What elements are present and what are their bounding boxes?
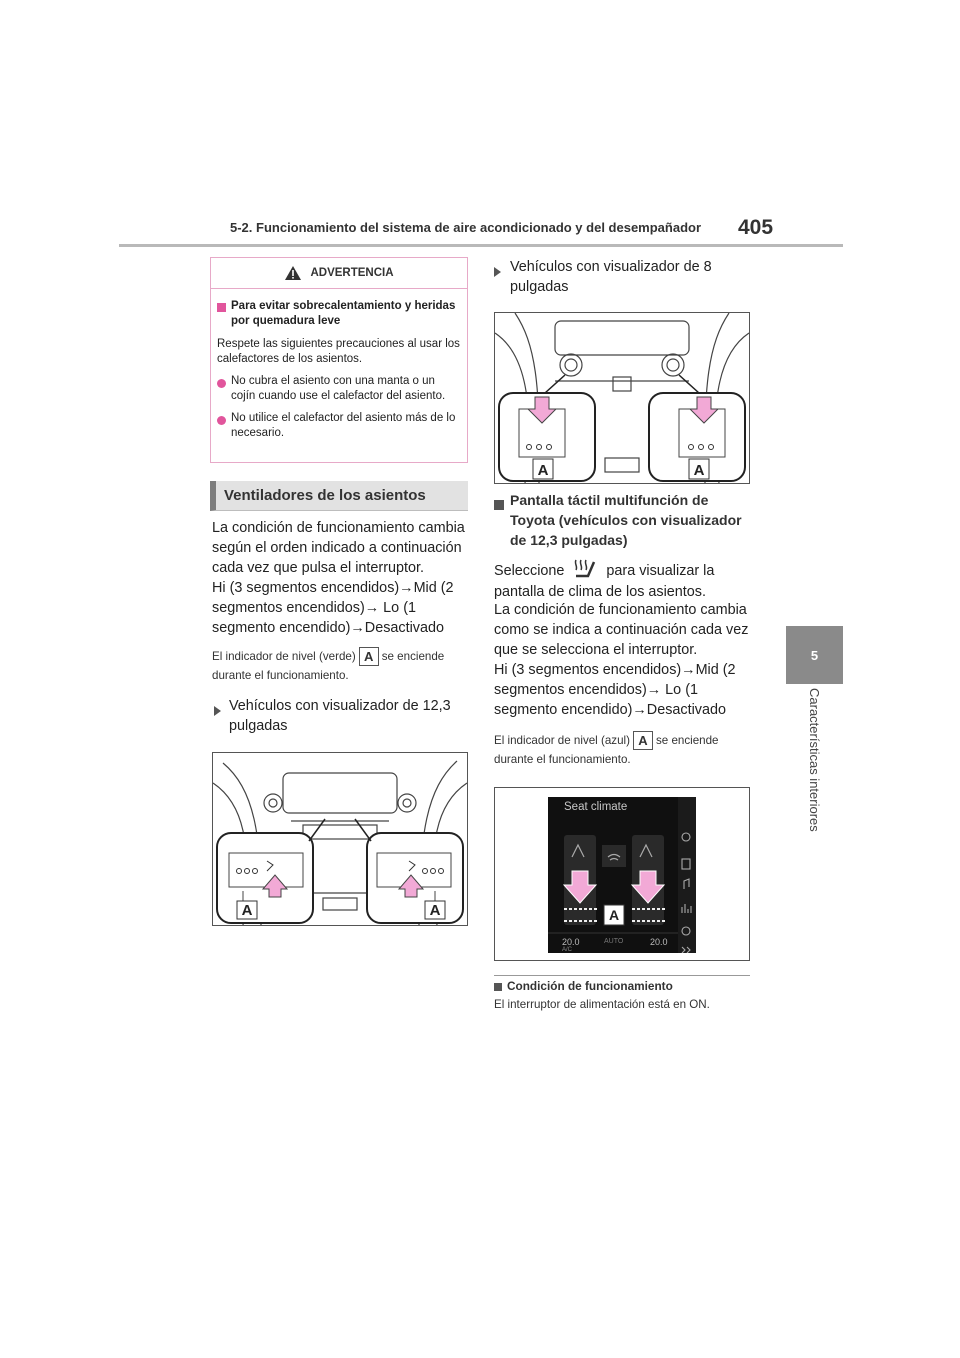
figure-seat-climate-screen (494, 787, 750, 961)
warning-header (211, 258, 467, 289)
warning-triangle-icon (284, 265, 302, 281)
chapter-side-label (806, 688, 824, 848)
warning-item-2: No utilice el calefactor del asiento más de lo necesario. (231, 412, 456, 439)
callout-circle-right (367, 833, 463, 923)
warning-item-1: No cubra el asiento con una manta o un cojín cuando use el calefactor del asiento. (231, 375, 446, 402)
callout-a-box: A (633, 731, 653, 750)
svg-text:A: A (693, 462, 705, 479)
warning-subtitle: Para evitar sobrecalentamiento y heridas por quemadura leve (231, 300, 456, 327)
callout-circle-left-8 (499, 393, 595, 481)
left-vehicle-12-text: Vehículos con visualizador de 12,3 pulgadas (229, 698, 451, 734)
screen-title: Seat climate (564, 801, 628, 813)
right-vehicle-8-text: Vehículos con visualizador de 8 pulgadas (510, 259, 712, 295)
pink-dot-bullet-icon (217, 379, 226, 388)
auto-label: AUTO (604, 938, 624, 945)
page-number: 405 (738, 216, 774, 239)
seat-climate-graphics (548, 797, 696, 953)
right-select-before: Seleccione (494, 563, 565, 579)
chapter-side-label-text: Características interiores (807, 688, 822, 832)
left-para-1: La condición de funcionamiento cambia según el orden indicado a continuación cada vez que pulsa el interruptor. (212, 520, 465, 576)
warning-intro: Respete las siguientes precauciones al usar los calefactores de los asientos. (217, 338, 460, 365)
svg-text:A: A (608, 907, 620, 923)
chapter-tab: 5 (786, 626, 843, 684)
header-rule (119, 244, 843, 247)
temp-left: 20.0 (562, 937, 580, 947)
running-header: 5-2. Funcionamiento del sistema de aire acondicionado y del desempañador (230, 220, 702, 235)
pink-square-bullet-icon (217, 303, 226, 312)
svg-text:A: A (537, 462, 549, 479)
svg-text:A: A (241, 902, 253, 919)
svg-text:A: A (429, 902, 441, 919)
touch-screen-heading-text: Pantalla táctil multifunción de Toyota (vehículos con visualizador de 12,3 pulgadas) (510, 492, 742, 548)
right-select-after: para visualizar la pantalla de clima de los asientos. (494, 563, 715, 600)
left-indicator-after: se enciende durante el funcionamiento. (212, 650, 445, 683)
condition-heading (494, 979, 673, 993)
right-indicator-note (494, 731, 756, 769)
section-title: Ventiladores de los asientos (210, 481, 468, 511)
seat-climate-icon (572, 558, 598, 578)
screen-panel (548, 797, 696, 953)
right-sequence: Hi (3 segmentos encendidos)→Mid (2 segmentos encendidos)→ Lo (1 segmento encendido)→Desactivado (494, 662, 736, 718)
right-select-para (494, 558, 752, 603)
left-indicator-before: El indicador de nivel (verde) (212, 650, 356, 663)
warning-box (210, 257, 468, 463)
condition-text: El interruptor de alimentación está en ON. (494, 998, 710, 1011)
left-indicator-note (212, 647, 474, 685)
triangle-bullet-icon (214, 706, 221, 716)
callout-circle-left (217, 833, 313, 923)
ac-label: A/C (562, 947, 573, 953)
right-indicator-after: se enciende durante el funcionamiento. (494, 734, 719, 767)
dashboard-12-illustration (213, 753, 467, 925)
grey-square-bullet-icon (494, 500, 504, 510)
warning-label: ADVERTENCIA (310, 267, 394, 279)
triangle-bullet-icon (494, 267, 501, 277)
condition-title: Condición de funcionamiento (507, 979, 673, 993)
pink-dot-bullet-icon (217, 416, 226, 425)
figure-dashboard-8 (494, 312, 750, 484)
left-sequence: Hi (3 segmentos encendidos)→Mid (2 segmentos encendidos)→ Lo (1 segmento encendido)→Desactivado (212, 580, 454, 636)
callout-circle-right-8 (649, 393, 745, 481)
grey-square-bullet-icon (494, 983, 502, 991)
condition-rule (494, 975, 750, 976)
right-para-2: La condición de funcionamiento cambia como se indica a continuación cada vez que se selecciona el interruptor. (494, 602, 749, 658)
right-indicator-before: El indicador de nivel (azul) (494, 734, 630, 747)
temp-right: 20.0 (650, 937, 668, 947)
right-vehicle-8 (494, 257, 754, 297)
dashboard-8-illustration (495, 313, 749, 483)
left-vehicle-12 (214, 696, 474, 736)
callout-a-box: A (359, 647, 379, 666)
figure-dashboard-12 (212, 752, 468, 926)
touch-screen-heading (494, 490, 754, 550)
